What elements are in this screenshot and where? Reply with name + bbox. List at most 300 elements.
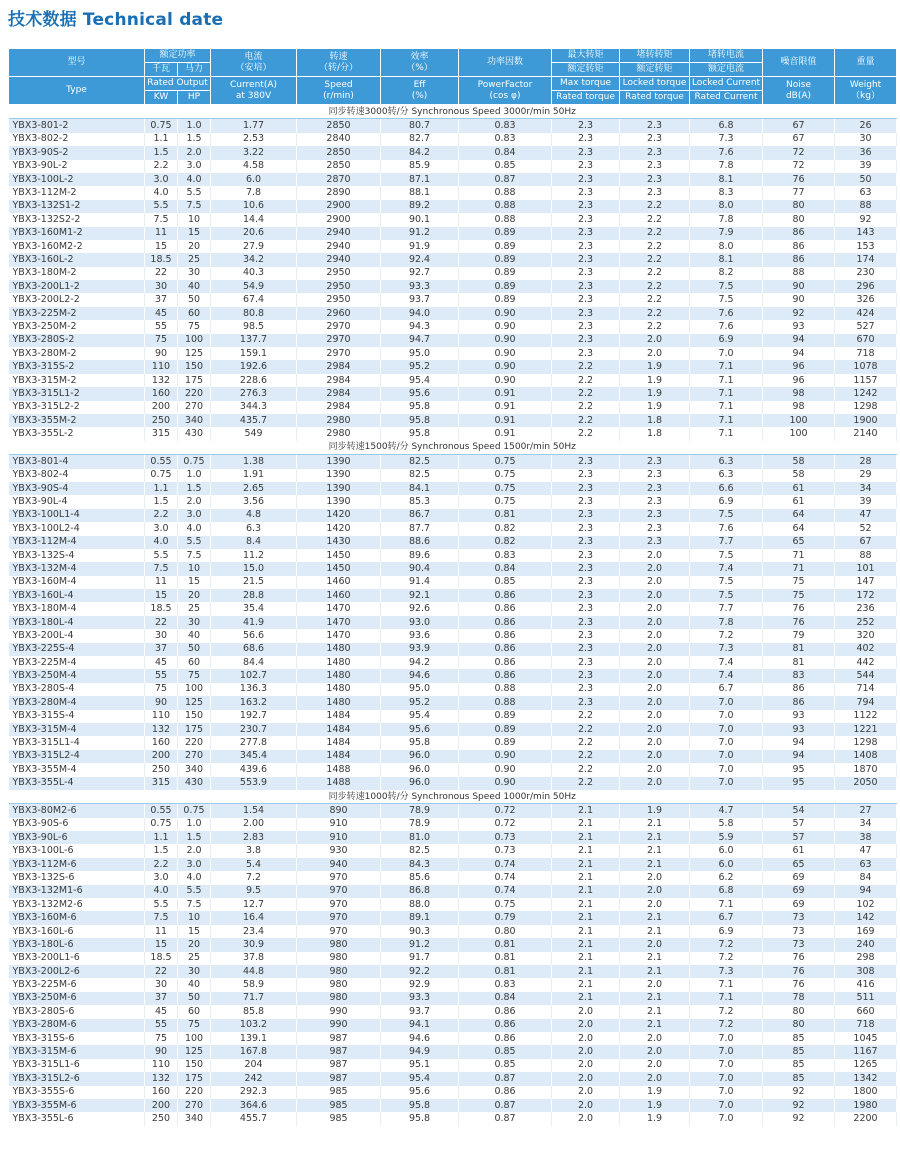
cell-locked-current: 7.4 — [690, 669, 763, 682]
cell-eff: 94.1 — [381, 1019, 459, 1032]
cell-noise: 85 — [763, 1045, 835, 1058]
cell-locked-torque: 2.3 — [620, 119, 690, 133]
cell-hp: 50 — [178, 643, 211, 656]
cell-max-torque: 2.3 — [552, 495, 620, 508]
cell-power-factor: 0.89 — [459, 736, 552, 749]
cell-hp: 4.0 — [178, 522, 211, 535]
cell-weight: 36 — [835, 146, 897, 159]
cell-eff: 82.5 — [381, 455, 459, 469]
cell-kw: 4.0 — [145, 536, 178, 549]
cell-power-factor: 0.84 — [459, 146, 552, 159]
cell-max-torque: 2.3 — [552, 562, 620, 575]
cell-current: 277.8 — [211, 736, 297, 749]
cell-kw: 315 — [145, 777, 178, 790]
cell-eff: 91.2 — [381, 227, 459, 240]
cell-hp: 7.5 — [178, 898, 211, 911]
cell-current: 292.3 — [211, 1086, 297, 1099]
cell-locked-current: 7.3 — [690, 643, 763, 656]
table-row — [9, 133, 897, 146]
cell-kw: 160 — [145, 387, 178, 400]
cell-max-torque: 2.3 — [552, 200, 620, 213]
cell-max-torque: 2.3 — [552, 469, 620, 482]
cell-hp: 25 — [178, 253, 211, 266]
cell-max-torque: 2.3 — [552, 280, 620, 293]
cell-model: YBX3-132S2-2 — [9, 213, 145, 226]
cell-model: YBX3-180L-6 — [9, 938, 145, 951]
table-row — [9, 723, 897, 736]
cell-weight: 153 — [835, 240, 897, 253]
cell-eff: 95.8 — [381, 1099, 459, 1112]
table-row — [9, 549, 897, 562]
cell-max-torque: 2.3 — [552, 307, 620, 320]
cell-locked-torque: 2.0 — [620, 643, 690, 656]
cell-max-torque: 2.0 — [552, 1019, 620, 1032]
cell-weight: 2200 — [835, 1112, 897, 1125]
cell-power-factor: 0.90 — [459, 763, 552, 776]
cell-max-torque: 2.0 — [552, 1032, 620, 1045]
cell-locked-current: 6.7 — [690, 911, 763, 924]
cell-kw: 250 — [145, 414, 178, 427]
cell-weight: 88 — [835, 200, 897, 213]
cell-weight: 2050 — [835, 777, 897, 790]
cell-kw: 75 — [145, 334, 178, 347]
cell-model: YBX3-160L-2 — [9, 253, 145, 266]
table-row — [9, 616, 897, 629]
cell-noise: 90 — [763, 293, 835, 306]
cell-power-factor: 0.83 — [459, 133, 552, 146]
cell-speed: 910 — [297, 831, 381, 844]
cell-hp: 2.0 — [178, 146, 211, 159]
table-row — [9, 911, 897, 924]
cell-locked-current: 7.0 — [690, 710, 763, 723]
cell-locked-torque: 2.0 — [620, 938, 690, 951]
cell-speed: 980 — [297, 938, 381, 951]
cell-hp: 1.5 — [178, 482, 211, 495]
cell-speed: 2940 — [297, 253, 381, 266]
cell-kw: 7.5 — [145, 911, 178, 924]
cell-kw: 37 — [145, 643, 178, 656]
cell-model: YBX3-802-4 — [9, 469, 145, 482]
cell-speed: 2984 — [297, 360, 381, 373]
cell-hp: 430 — [178, 427, 211, 440]
cell-locked-torque: 2.1 — [620, 858, 690, 871]
cell-noise: 69 — [763, 885, 835, 898]
cell-locked-torque: 2.1 — [620, 1005, 690, 1018]
table-row — [9, 1086, 897, 1099]
cell-max-torque: 2.3 — [552, 602, 620, 615]
cell-max-torque: 2.1 — [552, 885, 620, 898]
cell-noise: 76 — [763, 965, 835, 978]
cell-weight: 714 — [835, 683, 897, 696]
cell-hp: 75 — [178, 1019, 211, 1032]
table-row — [9, 669, 897, 682]
cell-noise: 94 — [763, 736, 835, 749]
cell-weight: 1298 — [835, 736, 897, 749]
cell-eff: 84.2 — [381, 146, 459, 159]
cell-weight: 298 — [835, 952, 897, 965]
cell-eff: 78.9 — [381, 818, 459, 831]
cell-locked-current: 7.5 — [690, 576, 763, 589]
cell-current: 15.0 — [211, 562, 297, 575]
cell-speed: 985 — [297, 1086, 381, 1099]
cell-current: 435.7 — [211, 414, 297, 427]
cell-locked-torque: 2.0 — [620, 696, 690, 709]
cell-locked-torque: 2.0 — [620, 723, 690, 736]
cell-current: 58.9 — [211, 978, 297, 991]
cell-model: YBX3-250M-6 — [9, 992, 145, 1005]
cell-speed: 2870 — [297, 173, 381, 186]
cell-locked-current: 7.4 — [690, 562, 763, 575]
cell-weight: 544 — [835, 669, 897, 682]
cell-power-factor: 0.74 — [459, 885, 552, 898]
cell-hp: 10 — [178, 213, 211, 226]
header-speed-en: Speed (r/min) — [297, 77, 381, 105]
cell-noise: 80 — [763, 213, 835, 226]
cell-eff: 88.0 — [381, 898, 459, 911]
cell-locked-torque: 2.0 — [620, 629, 690, 642]
header-lockt-cn-b: 额定转矩 — [620, 63, 690, 77]
cell-max-torque: 2.3 — [552, 213, 620, 226]
cell-current: 34.2 — [211, 253, 297, 266]
cell-eff: 80.7 — [381, 119, 459, 133]
cell-locked-torque: 2.0 — [620, 1045, 690, 1058]
cell-locked-torque: 2.0 — [620, 334, 690, 347]
cell-power-factor: 0.89 — [459, 293, 552, 306]
cell-max-torque: 2.1 — [552, 898, 620, 911]
cell-weight: 28 — [835, 455, 897, 469]
cell-weight: 47 — [835, 844, 897, 857]
cell-power-factor: 0.72 — [459, 804, 552, 818]
cell-hp: 25 — [178, 602, 211, 615]
cell-current: 344.3 — [211, 401, 297, 414]
cell-locked-torque: 2.2 — [620, 227, 690, 240]
cell-kw: 18.5 — [145, 602, 178, 615]
cell-power-factor: 0.88 — [459, 696, 552, 709]
cell-hp: 270 — [178, 750, 211, 763]
cell-hp: 20 — [178, 240, 211, 253]
cell-current: 28.8 — [211, 589, 297, 602]
cell-noise: 80 — [763, 1005, 835, 1018]
cell-hp: 75 — [178, 669, 211, 682]
cell-locked-torque: 2.3 — [620, 469, 690, 482]
cell-speed: 2980 — [297, 414, 381, 427]
cell-locked-current: 6.9 — [690, 925, 763, 938]
header-weight-cn: 重量 — [835, 49, 897, 77]
table-row — [9, 992, 897, 1005]
cell-max-torque: 2.0 — [552, 1099, 620, 1112]
cell-locked-current: 8.0 — [690, 200, 763, 213]
cell-hp: 7.5 — [178, 200, 211, 213]
cell-current: 35.4 — [211, 602, 297, 615]
cell-model: YBX3-200L2-2 — [9, 293, 145, 306]
cell-model: YBX3-280M-2 — [9, 347, 145, 360]
table-row — [9, 360, 897, 373]
cell-speed: 2950 — [297, 280, 381, 293]
cell-kw: 37 — [145, 992, 178, 1005]
header-maxt-en-b: Rated torque — [552, 91, 620, 105]
cell-max-torque: 2.3 — [552, 293, 620, 306]
cell-kw: 0.75 — [145, 469, 178, 482]
table-row — [9, 696, 897, 709]
header-model-cn: 型号 — [9, 49, 145, 77]
cell-kw: 5.5 — [145, 898, 178, 911]
cell-kw: 3.0 — [145, 173, 178, 186]
cell-model: YBX3-160L-6 — [9, 925, 145, 938]
cell-speed: 970 — [297, 871, 381, 884]
header-pf-cn: 功率因数 — [459, 49, 552, 77]
cell-kw: 2.2 — [145, 160, 178, 173]
cell-current: 139.1 — [211, 1032, 297, 1045]
cell-locked-current: 7.0 — [690, 723, 763, 736]
cell-weight: 1342 — [835, 1072, 897, 1085]
cell-current: 167.8 — [211, 1045, 297, 1058]
cell-power-factor: 0.75 — [459, 455, 552, 469]
cell-speed: 2840 — [297, 133, 381, 146]
cell-eff: 94.0 — [381, 307, 459, 320]
cell-current: 44.8 — [211, 965, 297, 978]
cell-model: YBX3-280M-4 — [9, 696, 145, 709]
header-model-en: Type — [9, 77, 145, 105]
cell-speed: 970 — [297, 911, 381, 924]
cell-model: YBX3-132M-4 — [9, 562, 145, 575]
cell-speed: 1480 — [297, 696, 381, 709]
cell-hp: 0.75 — [178, 455, 211, 469]
cell-current: 80.8 — [211, 307, 297, 320]
cell-power-factor: 0.74 — [459, 858, 552, 871]
cell-max-torque: 2.0 — [552, 1045, 620, 1058]
cell-locked-torque: 1.9 — [620, 1086, 690, 1099]
cell-hp: 4.0 — [178, 871, 211, 884]
cell-kw: 250 — [145, 1112, 178, 1125]
cell-current: 204 — [211, 1059, 297, 1072]
cell-kw: 11 — [145, 227, 178, 240]
cell-power-factor: 0.90 — [459, 307, 552, 320]
cell-power-factor: 0.87 — [459, 1112, 552, 1125]
cell-max-torque: 2.1 — [552, 952, 620, 965]
cell-speed: 980 — [297, 965, 381, 978]
cell-speed: 1390 — [297, 495, 381, 508]
cell-locked-torque: 2.2 — [620, 293, 690, 306]
cell-eff: 88.6 — [381, 536, 459, 549]
cell-model: YBX3-200L1-2 — [9, 280, 145, 293]
cell-eff: 89.6 — [381, 549, 459, 562]
table-row — [9, 1032, 897, 1045]
cell-model: YBX3-100L-2 — [9, 173, 145, 186]
cell-speed: 1484 — [297, 750, 381, 763]
cell-max-torque: 2.2 — [552, 387, 620, 400]
cell-max-torque: 2.3 — [552, 616, 620, 629]
cell-kw: 22 — [145, 965, 178, 978]
cell-weight: 670 — [835, 334, 897, 347]
header-lockt-cn-a: 堵转转矩 — [620, 49, 690, 63]
cell-locked-torque: 1.9 — [620, 387, 690, 400]
cell-weight: 1045 — [835, 1032, 897, 1045]
table-row — [9, 804, 897, 818]
cell-model: YBX3-250M-2 — [9, 320, 145, 333]
cell-max-torque: 2.3 — [552, 683, 620, 696]
cell-kw: 2.2 — [145, 509, 178, 522]
table-row — [9, 509, 897, 522]
cell-locked-current: 8.2 — [690, 267, 763, 280]
cell-noise: 85 — [763, 1072, 835, 1085]
cell-locked-torque: 2.3 — [620, 509, 690, 522]
cell-locked-current: 7.3 — [690, 133, 763, 146]
table-row — [9, 750, 897, 763]
cell-hp: 15 — [178, 925, 211, 938]
cell-hp: 340 — [178, 1112, 211, 1125]
cell-kw: 132 — [145, 723, 178, 736]
cell-speed: 987 — [297, 1045, 381, 1058]
cell-eff: 82.5 — [381, 844, 459, 857]
cell-noise: 95 — [763, 777, 835, 790]
cell-weight: 230 — [835, 267, 897, 280]
cell-noise: 61 — [763, 495, 835, 508]
cell-speed: 2970 — [297, 347, 381, 360]
cell-noise: 86 — [763, 240, 835, 253]
cell-locked-current: 6.3 — [690, 469, 763, 482]
cell-weight: 50 — [835, 173, 897, 186]
cell-power-factor: 0.73 — [459, 831, 552, 844]
table-row — [9, 965, 897, 978]
cell-speed: 2970 — [297, 320, 381, 333]
cell-speed: 940 — [297, 858, 381, 871]
cell-current: 98.5 — [211, 320, 297, 333]
cell-max-torque: 2.3 — [552, 146, 620, 159]
cell-locked-current: 7.1 — [690, 992, 763, 1005]
cell-max-torque: 2.2 — [552, 763, 620, 776]
cell-model: YBX3-355L-2 — [9, 427, 145, 440]
cell-weight: 94 — [835, 885, 897, 898]
cell-speed: 1460 — [297, 589, 381, 602]
cell-locked-current: 7.2 — [690, 952, 763, 965]
cell-locked-current: 7.5 — [690, 549, 763, 562]
table-header — [9, 49, 897, 105]
cell-eff: 96.0 — [381, 777, 459, 790]
cell-noise: 58 — [763, 455, 835, 469]
cell-locked-current: 7.0 — [690, 1086, 763, 1099]
cell-noise: 92 — [763, 1099, 835, 1112]
cell-speed: 2940 — [297, 240, 381, 253]
cell-locked-torque: 2.0 — [620, 763, 690, 776]
cell-locked-current: 7.5 — [690, 509, 763, 522]
cell-speed: 1484 — [297, 723, 381, 736]
cell-power-factor: 0.88 — [459, 200, 552, 213]
cell-speed: 2890 — [297, 186, 381, 199]
cell-model: YBX3-112M-4 — [9, 536, 145, 549]
cell-speed: 1470 — [297, 602, 381, 615]
cell-weight: 1870 — [835, 763, 897, 776]
cell-locked-torque: 2.0 — [620, 1059, 690, 1072]
cell-eff: 93.9 — [381, 643, 459, 656]
cell-weight: 320 — [835, 629, 897, 642]
cell-power-factor: 0.75 — [459, 495, 552, 508]
cell-noise: 92 — [763, 1112, 835, 1125]
cell-max-torque: 2.3 — [552, 482, 620, 495]
cell-kw: 0.75 — [145, 119, 178, 133]
cell-power-factor: 0.91 — [459, 401, 552, 414]
cell-locked-torque: 2.1 — [620, 844, 690, 857]
section-heading: 同步转速1000转/分 Synchronous Speed 1000r/min 50Hz — [9, 790, 897, 804]
cell-locked-current: 7.5 — [690, 280, 763, 293]
cell-speed: 890 — [297, 804, 381, 818]
cell-eff: 95.4 — [381, 374, 459, 387]
cell-hp: 175 — [178, 723, 211, 736]
cell-kw: 4.0 — [145, 885, 178, 898]
header-noise-en: Noise dB(A) — [763, 77, 835, 105]
cell-max-torque: 2.2 — [552, 401, 620, 414]
table-row — [9, 536, 897, 549]
cell-locked-torque: 2.3 — [620, 160, 690, 173]
cell-current: 1.54 — [211, 804, 297, 818]
cell-locked-current: 5.8 — [690, 818, 763, 831]
cell-kw: 30 — [145, 629, 178, 642]
cell-speed: 2850 — [297, 160, 381, 173]
cell-locked-torque: 1.9 — [620, 360, 690, 373]
cell-max-torque: 2.3 — [552, 549, 620, 562]
cell-power-factor: 0.83 — [459, 119, 552, 133]
cell-max-torque: 2.2 — [552, 360, 620, 373]
cell-current: 23.4 — [211, 925, 297, 938]
cell-current: 2.00 — [211, 818, 297, 831]
table-row — [9, 656, 897, 669]
cell-kw: 3.0 — [145, 871, 178, 884]
table-row — [9, 1099, 897, 1112]
cell-weight: 660 — [835, 1005, 897, 1018]
cell-model: YBX3-801-4 — [9, 455, 145, 469]
cell-max-torque: 2.1 — [552, 965, 620, 978]
cell-max-torque: 2.3 — [552, 669, 620, 682]
cell-locked-torque: 2.2 — [620, 280, 690, 293]
cell-eff: 91.2 — [381, 938, 459, 951]
cell-hp: 15 — [178, 576, 211, 589]
cell-locked-current: 6.0 — [690, 858, 763, 871]
cell-noise: 92 — [763, 1086, 835, 1099]
cell-noise: 76 — [763, 173, 835, 186]
cell-locked-current: 7.0 — [690, 1112, 763, 1125]
cell-locked-torque: 2.2 — [620, 320, 690, 333]
cell-power-factor: 0.83 — [459, 549, 552, 562]
cell-eff: 89.1 — [381, 911, 459, 924]
cell-locked-torque: 1.9 — [620, 401, 690, 414]
cell-locked-current: 7.2 — [690, 1005, 763, 1018]
cell-hp: 270 — [178, 401, 211, 414]
cell-speed: 1390 — [297, 482, 381, 495]
table-row — [9, 1045, 897, 1058]
cell-max-torque: 2.2 — [552, 414, 620, 427]
cell-locked-current: 7.6 — [690, 307, 763, 320]
cell-speed: 1450 — [297, 549, 381, 562]
header-lockt-en-b: Rated torque — [620, 91, 690, 105]
cell-weight: 52 — [835, 522, 897, 535]
cell-hp: 20 — [178, 938, 211, 951]
cell-max-torque: 2.1 — [552, 831, 620, 844]
cell-model: YBX3-112M-2 — [9, 186, 145, 199]
table-row — [9, 374, 897, 387]
cell-max-torque: 2.2 — [552, 427, 620, 440]
header-output-cn: 额定功率 — [145, 49, 211, 63]
cell-speed: 970 — [297, 898, 381, 911]
cell-model: YBX3-280M-6 — [9, 1019, 145, 1032]
cell-kw: 30 — [145, 978, 178, 991]
cell-weight: 63 — [835, 858, 897, 871]
cell-kw: 1.5 — [145, 495, 178, 508]
cell-power-factor: 0.90 — [459, 777, 552, 790]
header-noise-cn: 噪音限值 — [763, 49, 835, 77]
cell-power-factor: 0.86 — [459, 602, 552, 615]
cell-weight: 1157 — [835, 374, 897, 387]
cell-locked-torque: 1.9 — [620, 374, 690, 387]
cell-weight: 236 — [835, 602, 897, 615]
